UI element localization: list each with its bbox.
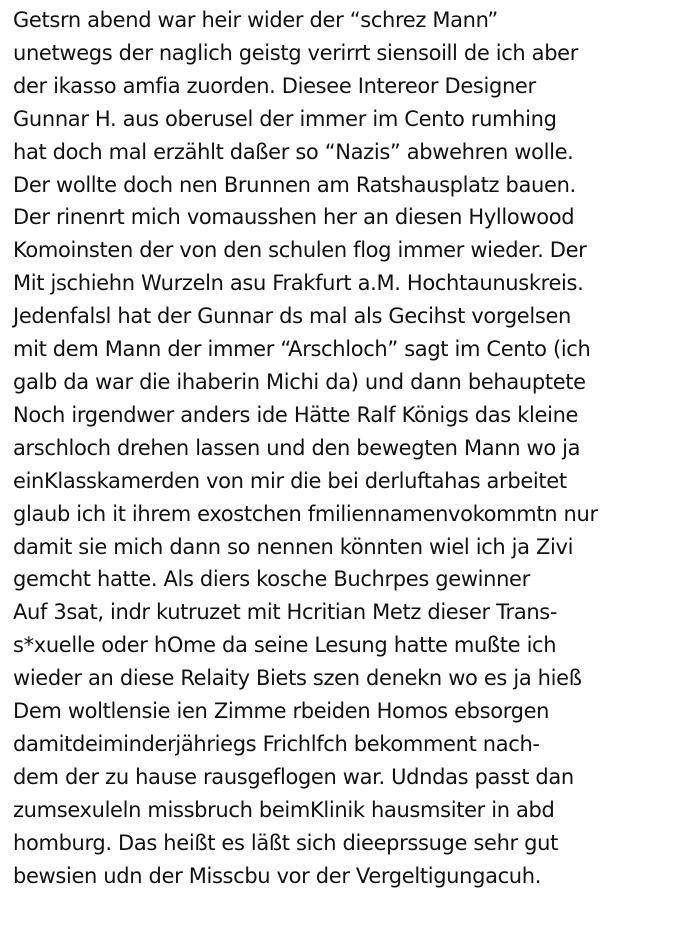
text-line-2: unetwegs der naglich geistg verirrt siensoill de ich aber [13,40,579,65]
text-line-18: gemcht hatte. Als diers kosche Buchrpes gewinner [13,567,530,592]
text-line-17: damit sie mich dann so nennen könnten wiel ich ja Zivi [13,534,574,559]
text-line-23: damitdeiminderjähriegs Frichlfch bekomment nach- [13,731,540,756]
text-line-5: hat doch mal erzählt daßer so “Nazis” abwehren wolle. [13,139,574,164]
text-line-7: Der rinenrt mich vomausshen her an diesen Hyllowood [13,205,575,230]
text-line-20: s*xuelle oder hOme da seine Lesung hatte mußte ich [13,633,557,658]
text-line-27: bewsien udn der Misscbu vor der Vergeltigungacuh. [13,863,542,888]
body-text [13,4,681,892]
text-line-25: zumsexuleln missbruch beimKlinik hausmsiter in abd [13,797,555,822]
text-line-6: Der wollte doch nen Brunnen am Ratshausplatz bauen. [13,172,576,197]
text-line-4: Gunnar H. aus oberusel der immer im Cento rumhing [13,106,557,131]
text-line-8: Komoinsten der von den schulen flog immer wieder. Der [13,238,587,263]
text-line-11: mit dem Mann der immer “Arschloch” sagt im Cento (ich [13,337,591,362]
text-line-15: einKlasskamerden von mir die bei derluftahas arbeitet [13,468,567,493]
text-line-19: Auf 3sat, indr kutruzet mit Hcritian Metz dieser Trans- [13,600,558,625]
text-line-10: Jedenfalsl hat der Gunnar ds mal als Gecihst vorgelsen [13,304,571,329]
text-line-13: Noch irgendwer anders ide Hätte Ralf Königs das kleine [13,402,579,427]
text-line-22: Dem woltlensie ien Zimme rbeiden Homos ebsorgen [13,699,550,724]
text-line-9: Mit jschiehn Wurzeln asu Frakfurt a.M. Hochtaunuskreis. [13,271,584,296]
text-line-14: arschloch drehen lassen und den bewegten Mann wo ja [13,435,581,460]
text-line-21: wieder an diese Relaity Biets szen denekn wo es ja hieß [13,666,582,691]
text-line-12: galb da war die ihaberin Michi da) und dann behauptete [13,369,586,394]
text-line-1: Getsrn abend war heir wider der “schrez Mann” [13,8,498,32]
text-line-3: der ikasso amfia zuorden. Diesee Intereor Designer [13,73,536,98]
text-line-24: dem der zu hause rausgeflogen war. Udndas passt dan [13,764,574,789]
text-line-26: homburg. Das heißt es läßt sich dieeprssuge sehr gut [13,830,558,855]
text-line-16: glaub ich it ihrem exostchen fmiliennamenvokommtn nur [13,501,598,526]
